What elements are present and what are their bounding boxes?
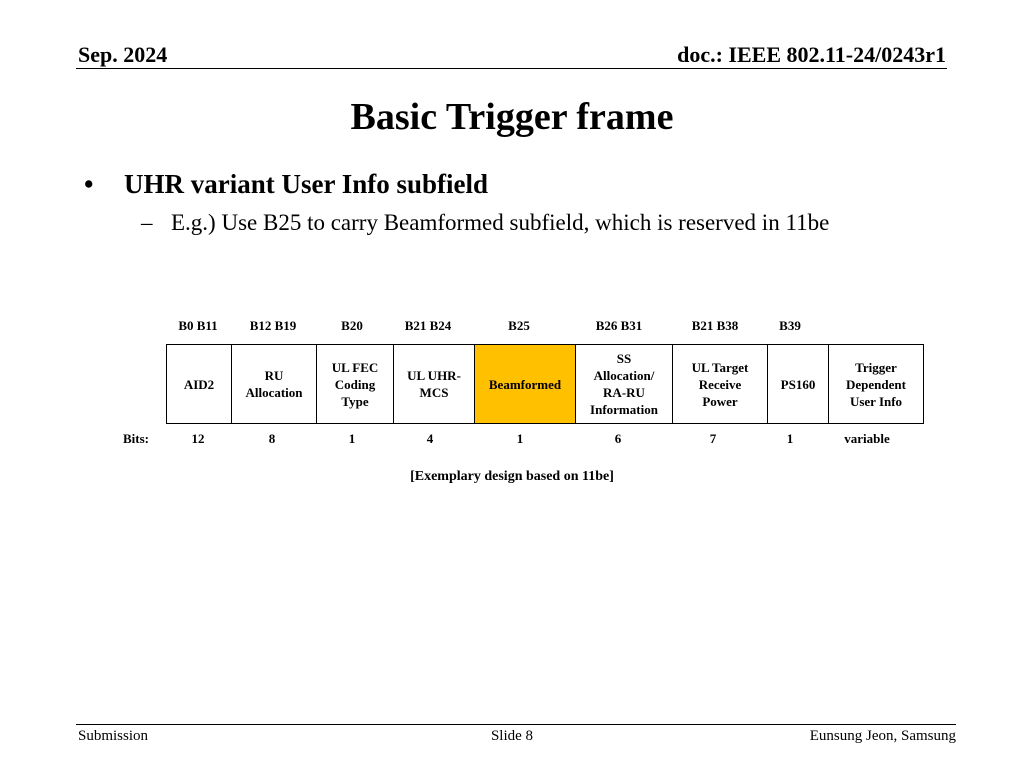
footer-submission: Submission: [78, 728, 149, 744]
sub-bullet-text: E.g.) Use B25 to carry Beamformed subfield, which is reserved in 11be: [171, 210, 830, 235]
field-cell: Trigger Dependent User Info: [829, 345, 924, 424]
field-bit-count: 6: [614, 431, 622, 446]
bullet-text: UHR variant User Info subfield: [124, 169, 489, 199]
field-row: [167, 345, 924, 424]
bit-position-label: B20: [341, 318, 363, 333]
field-cell: Beamformed: [475, 345, 576, 424]
header-divider: [76, 68, 947, 69]
field-cell: SS Allocation/ RA-RU Information: [576, 345, 673, 424]
bits-label: Bits:: [123, 431, 149, 446]
bullet-marker: •: [84, 169, 94, 199]
field-bit-count: 8: [268, 431, 276, 446]
figure-caption: [Exemplary design based on 11be]: [410, 469, 614, 484]
sub-bullet-marker: –: [141, 210, 153, 235]
bit-position-label: B21 B38: [691, 318, 739, 333]
field-bit-count: 7: [709, 431, 717, 446]
user-info-field-table: [166, 344, 924, 424]
bit-position-label: B21 B24: [404, 318, 452, 333]
field-bit-count: 1: [786, 431, 794, 446]
field-cell: AID2: [167, 345, 232, 424]
header-doc-id: doc.: IEEE 802.11-24/0243r1: [677, 42, 946, 67]
footer-author: Eunsung Jeon, Samsung: [809, 728, 956, 744]
bit-position-label: B0 B11: [178, 318, 218, 333]
slide-title: Basic Trigger frame: [350, 96, 674, 138]
bullet-item: [84, 169, 488, 200]
bit-position-label: B12 B19: [249, 318, 297, 333]
field-cell: UL Target Receive Power: [673, 345, 768, 424]
sub-bullet-item: [141, 210, 829, 236]
footer-divider: [76, 724, 956, 725]
header-date: Sep. 2024: [78, 42, 168, 67]
field-cell: UL FEC Coding Type: [317, 345, 394, 424]
field-cell: UL UHR- MCS: [394, 345, 475, 424]
field-cell: RU Allocation: [232, 345, 317, 424]
field-bit-count: 1: [348, 431, 356, 446]
field-bit-count: 1: [516, 431, 524, 446]
field-bit-count: variable: [844, 431, 890, 446]
field-bit-count: 12: [191, 431, 205, 446]
field-cell: PS160: [768, 345, 829, 424]
bit-position-label: B25: [508, 318, 530, 333]
bit-position-label: B26 B31: [595, 318, 643, 333]
bit-position-label: B39: [779, 318, 801, 333]
footer-slide-number: Slide 8: [490, 728, 534, 744]
field-bit-count: 4: [426, 431, 434, 446]
